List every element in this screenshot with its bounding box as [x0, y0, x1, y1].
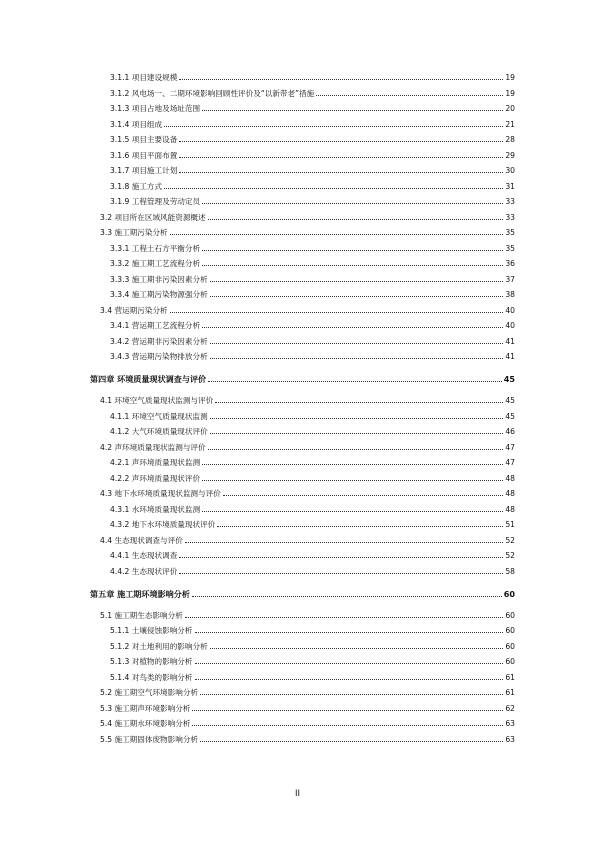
toc-entry-title: 4.2.1 声环境质量现状监测: [110, 458, 201, 467]
toc-leader-dots: [210, 648, 504, 649]
toc-entry-page: 52: [505, 551, 515, 560]
toc-leader-dots: [185, 617, 503, 618]
toc-entry-title: 3.1.7 项目施工计划: [110, 166, 178, 175]
toc-entry-title: 3.1.8 施工方式: [110, 181, 163, 191]
toc-entry-title: 5.3 施工期声环境影响分析: [100, 703, 191, 713]
toc-leader-dots: [192, 710, 503, 711]
toc-entry-title: 3.4.3 营运期污染物排放分析: [110, 352, 208, 361]
toc-leader-dots: [195, 679, 504, 680]
toc-entry[interactable]: [110, 275, 515, 285]
toc-entry[interactable]: [110, 642, 515, 652]
toc-entry-title: 5.5 施工期固体废物影响分析: [100, 734, 199, 744]
toc-leader-dots: [208, 449, 504, 450]
toc-entry-page: 19: [505, 88, 515, 98]
toc-leader-dots: [202, 327, 503, 328]
toc-leader-dots: [179, 157, 503, 158]
toc-leader-dots: [210, 358, 504, 359]
toc-entry-title: 第四章 环境质量现状调查与评价: [90, 374, 207, 384]
toc-entry-title: 4.4.1 生态现状调查: [110, 551, 178, 560]
toc-leader-dots: [223, 495, 504, 496]
toc-entry-page: 37: [505, 274, 515, 284]
toc-leader-dots: [202, 250, 503, 251]
toc-entry[interactable]: [110, 505, 515, 515]
toc-entry-page: 46: [505, 427, 515, 436]
toc-entry[interactable]: [110, 151, 515, 161]
toc-entry-title: 4.1.2 大气环境质量现状评价: [110, 427, 208, 436]
toc-entry[interactable]: [100, 443, 515, 453]
toc-entry[interactable]: [110, 197, 515, 207]
toc-entry[interactable]: [110, 551, 515, 561]
toc-entry-page: 21: [505, 119, 515, 129]
toc-entry-page: 51: [505, 520, 515, 529]
toc-entry[interactable]: [110, 673, 515, 683]
toc-leader-dots: [195, 663, 504, 664]
toc-entry[interactable]: [110, 321, 515, 331]
toc-entry-title: 4.1 环境空气质量现状监测与评价: [100, 396, 214, 405]
toc-entry-title: 5.1.3 对植物的影响分析: [110, 657, 193, 666]
toc-leader-dots: [210, 418, 504, 419]
toc-entry-title: 4.3.2 地下水环境质量现状评价: [110, 520, 216, 529]
toc-entry[interactable]: [110, 352, 515, 362]
page-number: II: [294, 789, 300, 799]
toc-entry-page: 40: [505, 305, 515, 315]
toc-entry-page: 41: [505, 336, 515, 346]
toc-entry[interactable]: [100, 489, 515, 499]
toc-entry[interactable]: [100, 735, 515, 745]
toc-entry[interactable]: [110, 259, 515, 269]
toc-chapter-entry[interactable]: [90, 589, 515, 599]
toc-entry-page: 35: [505, 228, 515, 237]
toc-entry-page: 33: [505, 212, 515, 222]
toc-entry[interactable]: [100, 688, 515, 698]
toc-entry[interactable]: [100, 213, 515, 223]
toc-leader-dots: [202, 110, 503, 111]
toc-entry-title: 4.2 声环境质量现状监测与评价: [100, 442, 206, 452]
toc-entry[interactable]: [110, 182, 515, 192]
toc-entry-page: 33: [505, 197, 515, 206]
toc-entry[interactable]: [110, 626, 515, 636]
toc-entry[interactable]: [110, 474, 515, 484]
toc-entry-page: 63: [505, 734, 515, 744]
toc-entry-title: 4.1.1 环境空气质量现状监测: [110, 411, 208, 421]
toc-leader-dots: [202, 464, 503, 465]
toc-entry[interactable]: [110, 73, 515, 83]
toc-entry[interactable]: [100, 536, 515, 546]
toc-entry-page: 60: [505, 657, 515, 666]
toc-entry-title: 5.1.4 对鸟类的影响分析: [110, 672, 193, 682]
toc-leader-dots: [217, 526, 503, 527]
toc-entry[interactable]: [110, 567, 515, 577]
toc-entry[interactable]: [110, 412, 515, 422]
toc-entry-page: 47: [505, 458, 515, 467]
toc-entry-title: 4.3.1 水环境质量现状监测: [110, 504, 201, 514]
toc-entry-title: 3.1.2 风电场一、二期环境影响回顾性评价及“以新带老”措施: [110, 88, 315, 98]
toc-entry-page: 60: [505, 641, 515, 651]
toc-entry-page: 20: [505, 104, 515, 113]
toc-entry-page: 38: [505, 290, 515, 299]
toc-entry-title: 3.1.4 项目组成: [110, 119, 163, 129]
toc-leader-dots: [192, 596, 502, 597]
toc-entry-page: 19: [505, 73, 515, 82]
toc-leader-dots: [202, 265, 503, 266]
toc-leader-dots: [202, 203, 503, 204]
toc-leader-dots: [179, 79, 503, 80]
toc-entry[interactable]: [110, 427, 515, 437]
toc-leader-dots: [210, 281, 504, 282]
toc-entry[interactable]: [100, 719, 515, 729]
toc-entry-page: 29: [505, 150, 515, 160]
toc-entry-page: 61: [505, 672, 515, 682]
toc-entry[interactable]: [110, 166, 515, 176]
toc-entry-title: 5.1 施工期生态影响分析: [100, 610, 183, 620]
toc-entry[interactable]: [110, 290, 515, 300]
toc-entry[interactable]: [110, 89, 515, 99]
toc-entry-page: 48: [505, 504, 515, 514]
toc-entry-title: 4.3 地下水环境质量现状监测与评价: [100, 489, 221, 498]
toc-entry-page: 31: [505, 181, 515, 191]
toc-entry[interactable]: [110, 135, 515, 145]
toc-leader-dots: [179, 573, 503, 574]
toc-entry-page: 60: [505, 610, 515, 620]
toc-entry[interactable]: [110, 520, 515, 530]
toc-entry[interactable]: [100, 704, 515, 714]
toc-entry-page: 48: [505, 489, 515, 498]
toc-entry-title: 3.4.2 营运期非污染因素分析: [110, 336, 208, 346]
toc-leader-dots: [208, 219, 504, 220]
toc-entry-title: 5.1.1 土壤侵蚀影响分析: [110, 626, 193, 635]
toc-entry-title: 3.3.1 工程土石方平衡分析: [110, 243, 201, 253]
toc-leader-dots: [208, 381, 502, 382]
toc-leader-dots: [170, 312, 504, 313]
toc-entry-page: 36: [505, 259, 515, 268]
toc-entry[interactable]: [100, 611, 515, 621]
toc-entry[interactable]: [110, 104, 515, 114]
toc-entry[interactable]: [110, 458, 515, 468]
toc-entry-page: 41: [505, 352, 515, 361]
toc-chapter-entry[interactable]: [90, 374, 515, 384]
toc-leader-dots: [200, 741, 503, 742]
toc-leader-dots: [195, 632, 504, 633]
toc-entry-title: 3.3.4 施工期污染物源强分析: [110, 290, 208, 299]
toc-entry[interactable]: [100, 396, 515, 406]
toc-entry-page: 45: [503, 374, 515, 384]
toc-entry[interactable]: [110, 337, 515, 347]
toc-leader-dots: [316, 95, 503, 96]
toc-entry[interactable]: [110, 120, 515, 130]
toc-entry-title: 3.4.1 营运期工艺流程分析: [110, 321, 201, 330]
toc-leader-dots: [179, 557, 503, 558]
toc-entry-page: 40: [505, 321, 515, 330]
toc-entry-title: 3.3.2 施工期工艺流程分析: [110, 259, 201, 268]
toc-entry[interactable]: [110, 657, 515, 667]
toc-entry-page: 45: [505, 396, 515, 405]
toc-entry-page: 58: [505, 566, 515, 576]
toc-entry-page: 47: [505, 442, 515, 452]
toc-entry-title: 4.4 生态现状调查与评价: [100, 535, 183, 545]
toc-entry-title: 3.3 施工期污染分析: [100, 228, 168, 237]
toc-leader-dots: [202, 480, 503, 481]
toc-leader-dots: [210, 433, 504, 434]
toc-leader-dots: [210, 296, 504, 297]
toc-leader-dots: [164, 188, 503, 189]
toc-leader-dots: [179, 141, 503, 142]
toc-entry-page: 63: [505, 719, 515, 728]
toc-entry-page: 60: [503, 588, 515, 599]
toc-entry-title: 5.2 施工期空气环境影响分析: [100, 688, 199, 697]
toc-leader-dots: [170, 234, 504, 235]
toc-leader-dots: [200, 694, 503, 695]
toc-entry-title: 3.1.6 项目平面布置: [110, 150, 178, 160]
toc-entry-title: 3.1.9 工程管理及劳动定员: [110, 197, 201, 206]
toc-entry-title: 3.3.3 施工期非污染因素分析: [110, 274, 208, 284]
toc-entry-title: 3.1.3 项目占地及场址范围: [110, 104, 201, 113]
toc-entry-title: 5.4 施工期水环境影响分析: [100, 719, 191, 728]
toc-leader-dots: [185, 542, 503, 543]
toc-entry-page: 35: [505, 243, 515, 253]
toc-leader-dots: [179, 172, 503, 173]
toc-leader-dots: [192, 725, 503, 726]
toc-leader-dots: [202, 511, 503, 512]
toc-leader-dots: [164, 126, 503, 127]
toc-entry-page: 45: [505, 411, 515, 421]
toc-leader-dots: [215, 402, 503, 403]
toc-entry-page: 48: [505, 473, 515, 483]
toc-entry-page: 61: [505, 688, 515, 697]
toc-entry-page: 52: [505, 535, 515, 545]
toc-entry-title: 3.1.1 项目建设规模: [110, 73, 178, 82]
toc-entry-title: 5.1.2 对土地利用的影响分析: [110, 641, 208, 651]
toc-entry-page: 30: [505, 166, 515, 175]
toc-entry-title: 3.2 项目所在区域风能资源概述: [100, 212, 206, 222]
toc-entry[interactable]: [100, 306, 515, 316]
toc-entry-page: 60: [505, 626, 515, 635]
toc-entry-title: 4.4.2 生态现状评价: [110, 566, 178, 576]
toc-entry-page: 62: [505, 703, 515, 713]
toc-entry-title: 3.4 营运期污染分析: [100, 305, 168, 315]
toc-entry-title: 3.1.5 项目主要设备: [110, 135, 178, 144]
toc-entry[interactable]: [100, 228, 515, 238]
toc-entry-title: 4.2.2 声环境质量现状评价: [110, 473, 201, 483]
toc-entry-page: 28: [505, 135, 515, 144]
toc-entry-title: 第五章 施工期环境影响分析: [90, 588, 190, 599]
toc-entry[interactable]: [110, 244, 515, 254]
toc-leader-dots: [210, 343, 504, 344]
